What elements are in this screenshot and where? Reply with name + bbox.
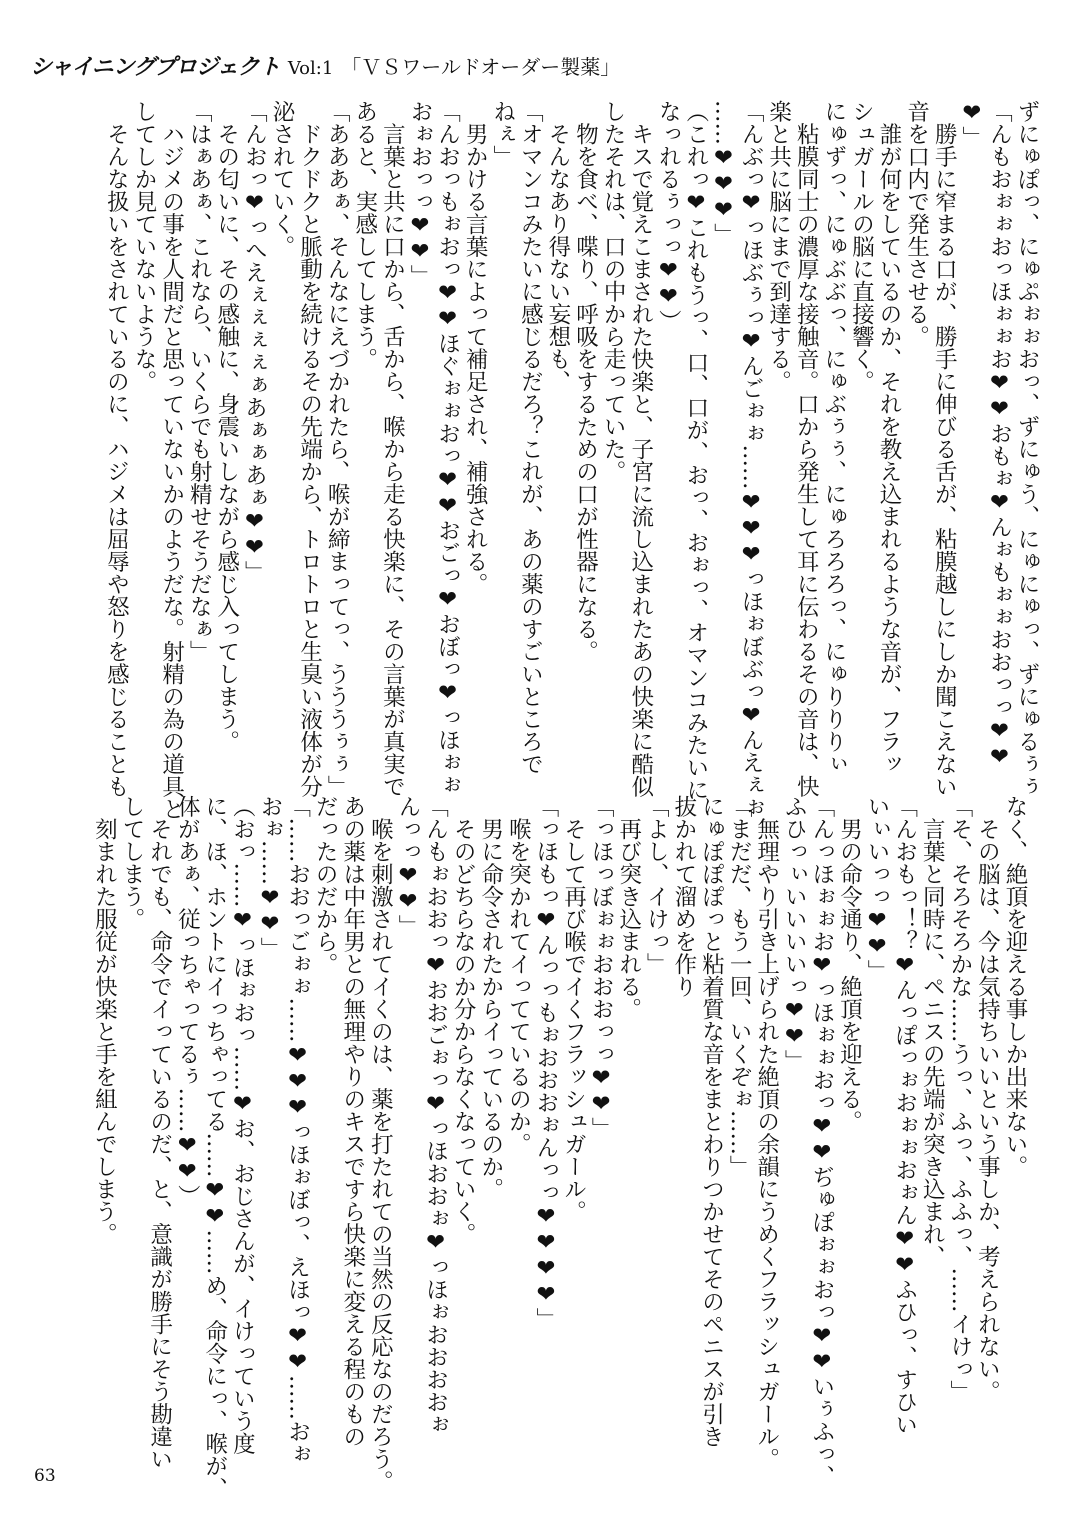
text-column: んっっ❤❤」	[394, 795, 421, 937]
running-header	[30, 50, 620, 81]
text-column: 「んおっ❤っへえぇぇぇぇぁあぁぁあぁ❤❤」	[241, 100, 268, 583]
text-block-top	[102, 100, 1040, 820]
chapter-subtitle: 「ＶＳワールドオーダー製薬」	[341, 55, 621, 79]
text-column: 言葉と同時に、ペニスの先端が突き込まれ、	[919, 795, 946, 1268]
text-column: 「んおもっ！？❤んっぽっぉおぉぉおぉん❤❤ふひっ、すひい	[891, 795, 918, 1436]
text-block-bottom	[90, 795, 1028, 1500]
text-column: に、ほ、ホントにイっちゃってる……❤❤……め、命令にっ、喉が、	[201, 795, 228, 1500]
text-column: 「まだだ、もう一回、いくぞぉ……」	[726, 795, 753, 1178]
text-column: にゅぽぽぽっと粘着質な音をまとわりつかせてそのペニスが引き	[698, 795, 725, 1448]
text-column: いぃいっっ❤❤」	[864, 795, 891, 982]
text-column: にゅずっ、にゅぶぶっ、にゅぶぅぅ、にゅろろろっ、にゅりりりぃ	[820, 100, 847, 775]
text-column: あの薬は中年男との無理やりのキスですら快楽に変える程のもの	[339, 795, 366, 1448]
text-column: 誰が何をしているのか、それを教え込まれるような音が、フラッ	[876, 100, 903, 775]
text-column: 無理やり引き上げられた絶頂の余韻にうめくフラッシュガール。	[753, 795, 780, 1470]
text-column: 抜かれて溜めを作り	[670, 795, 697, 998]
text-column: そして再び喉でイくフラッシュガール。	[560, 795, 587, 1223]
page-number: 63	[34, 1466, 56, 1486]
text-column: そんなあり得ない妄想も、	[544, 100, 571, 393]
text-column: あると、実感してしまう。	[351, 100, 378, 370]
text-column: 「オマンコみたいに感じるだろ？これが、あの薬のすごいところで	[517, 100, 544, 775]
text-column: だったのだから。	[312, 795, 339, 975]
text-column: 男かける言葉によって補足され、補強される。	[462, 100, 489, 595]
text-column: ずにゅぽっ、にゅぷぉぉおっ、ずにゅう、にゅにゅっ、ずにゅるぅぅ	[1014, 100, 1040, 798]
text-column: 楽と共に脳にまで到達する。	[765, 100, 792, 393]
text-column: おぉおっっ❤❤」	[406, 100, 433, 287]
text-column: シュガールの脳に直接響く。	[848, 100, 875, 393]
text-column: 「んもぉおおっ❤おおごぉっ❤っほおおぉ❤っほぉおおおおぉ	[422, 795, 449, 1436]
text-column: 「よし、イけっ」	[643, 795, 670, 975]
text-column: 粘膜同士の濃厚な接触音。口から発生して耳に伝わるその音は、快	[793, 100, 820, 798]
text-column: 喉を突かれてイってているのか。	[505, 795, 532, 1155]
text-column: 男の命令通り、絶頂を迎える。	[836, 795, 863, 1133]
text-column: その匂いに、その感触に、身震いしながら感じ入ってしまう。	[213, 100, 240, 753]
text-column: そんな扱いをされているのに、ハジメは屈辱や怒りを感じることも	[103, 100, 130, 798]
text-column: 「んおっもぉおっ❤❤ほぐぉぉおっ❤❤おごっ❤おぼっ❤っほぉぉ	[434, 100, 461, 796]
text-column: 体があぁ、従っちゃってるぅ……❤❤）	[174, 795, 201, 1207]
text-column: それでも、命令でイっているのだ、と、意識が勝手にそう勘違い	[146, 795, 173, 1470]
text-column: 「っほっぼぉぉおおおっっ❤❤」	[588, 795, 615, 1140]
text-column: 「はぁあぁ、これなら、いくらでも射精せそうだなぁ」	[186, 100, 213, 663]
text-column: してしまう。	[119, 795, 145, 930]
text-column: 再び突き込まれる。	[615, 795, 642, 1020]
text-column: したそれは、口の中から走っていた。	[600, 100, 627, 483]
text-column: なっれるぅっっ❤❤）	[655, 100, 682, 332]
text-column: ドクドクと脈動を続けるその先端から、トロトロと生臭い液体が分	[296, 100, 323, 798]
text-column: 泌されていく。	[268, 100, 295, 258]
text-column: 「そ、そろそろかな……うっ、ふっ、ふふっ、……イけっ」	[946, 795, 973, 1403]
text-column: 刻まれた服従が快楽と手を組んでしまう。	[91, 795, 118, 1245]
series-title: シャイニングプロジェクト	[30, 55, 280, 80]
text-column: してしか見ていないような。	[131, 100, 157, 393]
text-column: 喉を刺激されてイくのは、薬を打たれての当然の反応なのだろう。	[367, 795, 394, 1493]
text-column: 音を口内で発生させる。	[903, 100, 930, 348]
text-column: 「……おおっごぉぉ……❤❤❤っほぉぼっ、えほっ❤❤……おぉ	[284, 795, 311, 1465]
text-column: 「んっほぉぉお❤っほぉぉおっ❤❤ぢゅぽぉぉおっ❤❤いぅふっ、	[808, 795, 835, 1488]
text-column: 勝手に窄まる口が、勝手に伸びる舌が、粘膜越しにしか聞こえない	[931, 100, 958, 798]
text-column: ……❤❤❤」	[710, 100, 737, 246]
text-column: キスで覚えこまされた快楽と、子宮に流し込まれたあの快楽に酷似	[627, 100, 654, 798]
text-column: 物を食べ、喋り、呼吸をするための口が性器になる。	[572, 100, 599, 663]
text-column: ハジメの事を人間だと思っていないかのようだな。射精の為の道具と	[158, 100, 185, 820]
text-column: （これっ❤これもうっ、口、口が、おっ、おぉっ、オマンコみたいに	[682, 100, 709, 801]
volume-label: Vol:1	[287, 58, 334, 79]
text-column: 「あああぁ、そんなにえづかれたら、喉が締まってっ、うううぅぅ」	[324, 100, 351, 798]
text-column: なく、絶頂を迎える事しか出来ない。	[1002, 795, 1028, 1178]
text-column: 言葉と共に口から、舌から、喉から走る快楽に、その言葉が真実で	[379, 100, 406, 798]
text-column: その脳は、今は気持ちいいという事しか、考えられない。	[974, 795, 1001, 1403]
text-column: 「んもおぉぉおっほぉぉお❤❤おもぉ❤んぉもぉぉおおっっ❤❤	[986, 100, 1013, 770]
text-column: （おっ……❤っほぉおっ……❤お、おじさんが、イけっていう度	[229, 795, 256, 1455]
text-column: ふひっぃいいいいっ❤❤」	[781, 795, 808, 1072]
text-column: 男に命令されたからイっているのか。	[477, 795, 504, 1200]
text-column: 「んぶっ❤っほぶぅっ❤んごぉぉ……❤❤❤っほぉぼぶっ❤んえぇぉ	[738, 100, 765, 819]
text-column: おぉ……❤❤」	[256, 795, 283, 960]
text-column: ❤」	[958, 100, 985, 149]
text-column: ねぇ」	[489, 100, 516, 168]
text-column: そのどちらなのか分からなくなっていく。	[450, 795, 477, 1245]
text-column: 「っほもっ❤んっっもぉおおおぉんっっ❤❤❤❤」	[532, 795, 559, 1330]
